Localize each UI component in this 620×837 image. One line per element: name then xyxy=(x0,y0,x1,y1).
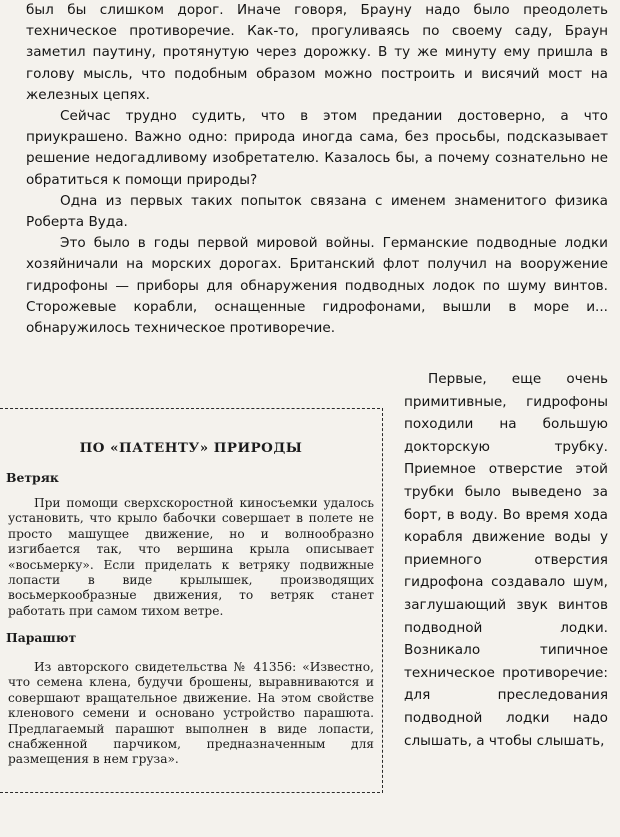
box-bottom-border xyxy=(0,792,380,793)
box-top-border xyxy=(0,408,380,409)
paragraph: Это было в годы первой мировой войны. Германские подводные лодки хозяйничали на морских дорогах. Британский флот получил на вооружение гидрофоны — приборы для обнаружения подводных лодок по шуму винтов. Сторожевые корабли, оснащенные гидрофонами, вышли в море и... обнаружилось техническое противоречие. xyxy=(26,235,608,337)
paragraph: Сейчас трудно судить, что в этом предании достоверно, а что приукрашено. Важно одно: природа иногда сама, без просьбы, подсказывает решение недогадливому изобретателю. Казалось бы, а почему сознательно не обратиться к помощи природы? xyxy=(26,108,608,188)
right-column-text: Первые, еще очень примитивные, гидрофоны походили на большую докторскую трубку. Приемное отверстие этой трубки было выведено за борт, в воду. Во время хода корабля движение воды у приемного отверстия гидрофона создавало шум, заглушающий звук винтов подводной лодки. Возникало типичное техническое противоречие: для преследования подводной лодки надо слышать, а чтобы слышать, xyxy=(404,371,608,749)
section-text: Из авторского свидетельства № 41356: «Известно, что семена клена, будучи брошены, выравниваются и совершают вращательное движение. На этом свойстве кленового семени и основано устройство парашюта. Предлагаемый парашют выполнен в виде лопасти, снабженной парчиком, предназначенным для размещения в нем груза». xyxy=(8,660,374,767)
sidebar-box xyxy=(0,408,386,793)
paragraph: Одна из первых таких попыток связана с именем знаменитого физика Роберта Вуда. xyxy=(26,192,608,231)
main-text-block xyxy=(26,0,608,339)
box-right-border xyxy=(382,408,383,793)
section-heading: Парашют xyxy=(6,630,77,645)
box-title: ПО «ПАТЕНТУ» ПРИРОДЫ xyxy=(79,440,303,456)
paragraph: был бы слишком дорог. Иначе говоря, Брауну надо было преодолеть техническое противоречие. Как-то, прогуливаясь по своему саду, Браун заметил паутину, протянутую через дорожку. В ту же минуту ему пришла в голову мысль, что подобным образом можно построить и висячий мост на железных цепях. xyxy=(26,2,608,103)
section-heading: Ветряк xyxy=(6,470,59,485)
section-text: При помощи сверхскоростной киносъемки удалось установить, что крыло бабочки совершает в полете не просто машущее движение, но и волнообразно изгибается так, что вершина крыла описывает «восьмерку». Если приделать к ветряку подвижные лопасти в виде крылышек, производящих восьмеркообразные движения, то ветряк станет работать при самом тихом ветре. xyxy=(8,496,374,618)
